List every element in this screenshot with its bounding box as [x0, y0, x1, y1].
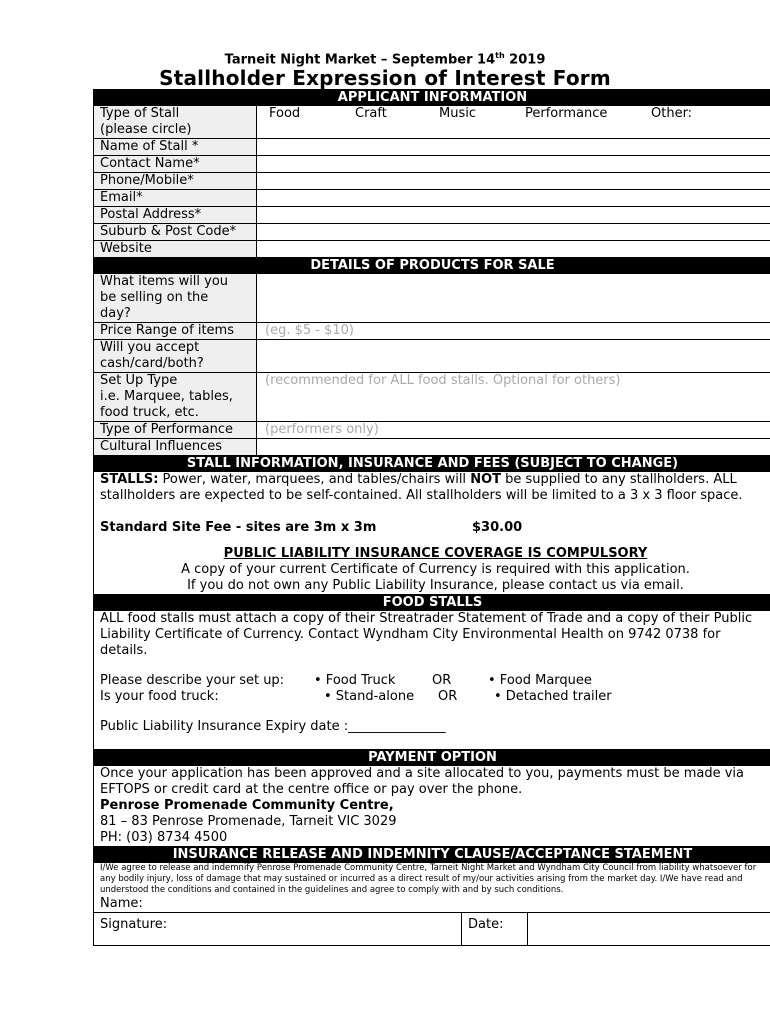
stall-type-row	[94, 106, 770, 139]
field-label: Email*	[94, 190, 257, 206]
field-row	[94, 190, 770, 207]
accept-input[interactable]	[257, 340, 770, 372]
expiry-date[interactable]: Public Liability Insurance Expiry date :_______________	[100, 719, 446, 734]
products-heading: DETAILS OF PRODUCTS FOR SALE	[94, 258, 770, 274]
setup-input[interactable]: (recommended for ALL food stalls. Optional for others)	[265, 373, 621, 388]
release-text: I/We agree to release and indemnify Penrose Promenade Community Centre, Tarneit Night Market and Wyndham City Council from liability whatsoever for any bodily injury, loss of damage that may sustained or incurred as a direct result of my/our activities arising from the market day. I/We have read and understood the conditions and contained in the guidelines and agree to comply with and by such conditions.	[100, 863, 757, 895]
signature-row	[94, 913, 770, 946]
price-input[interactable]: (eg. $5 - $10)	[265, 323, 354, 338]
accept-row	[94, 340, 770, 373]
contact-name-input[interactable]	[257, 156, 770, 172]
option-other[interactable]: Other:	[651, 106, 693, 121]
release-section	[94, 863, 770, 913]
setup-question: Please describe your set up: • Food Truck OR • Food Marquee	[100, 673, 592, 688]
payment-heading: PAYMENT OPTION	[94, 750, 770, 766]
price-label: Price Range of items	[94, 323, 257, 339]
form-table	[93, 89, 770, 946]
payment-section	[94, 766, 770, 847]
release-heading: INSURANCE RELEASE AND INDEMNITY CLAUSE/ACCEPTANCE STAEMENT	[94, 847, 770, 863]
setup-row	[94, 373, 770, 422]
name-label[interactable]: Name:	[100, 896, 143, 911]
performance-label: Type of Performance	[94, 422, 257, 438]
food-truck-option[interactable]: • Food Truck	[314, 673, 396, 688]
food-paragraph: ALL food stalls must attach a copy of their Streatrader Statement of Trade and a copy of their Public Liability Certificate of Currency. Contact Wyndham City Environmental Health on 9742 0738 for details.	[100, 611, 753, 658]
performance-input[interactable]: (performers only)	[265, 422, 379, 437]
performance-row	[94, 422, 770, 439]
detached-trailer-option[interactable]: • Detached trailer	[494, 689, 612, 704]
option-food[interactable]: Food	[269, 106, 301, 121]
items-input[interactable]	[257, 274, 770, 322]
field-label: Phone/Mobile*	[94, 173, 257, 189]
option-performance[interactable]: Performance	[525, 106, 608, 121]
site-fee: Standard Site Fee - sites are 3m x 3m $30.00	[100, 520, 523, 535]
option-craft[interactable]: Craft	[355, 106, 387, 121]
price-row	[94, 323, 770, 340]
signature-field[interactable]: Signature:	[94, 913, 462, 945]
insurance-line-1: A copy of your current Certificate of Currency is required with this application.	[181, 562, 690, 577]
stall-type-options	[257, 106, 770, 138]
setup-label: Set Up Type i.e. Marquee, tables, food truck, etc.	[94, 373, 257, 421]
insurance-heading: PUBLIC LIABILITY INSURANCE COVERAGE IS COMPULSORY	[223, 546, 648, 561]
phone-input[interactable]	[257, 173, 770, 189]
payment-org: Penrose Promenade Community Centre,	[100, 798, 394, 813]
stall-name-input[interactable]	[257, 139, 770, 155]
option-music[interactable]: Music	[439, 106, 476, 121]
field-row	[94, 156, 770, 173]
field-label: Suburb & Post Code*	[94, 224, 257, 240]
items-label: What items will you be selling on the day?	[94, 274, 257, 322]
field-row	[94, 224, 770, 241]
food-marquee-option[interactable]: • Food Marquee	[488, 673, 592, 688]
field-row	[94, 241, 770, 258]
stall-info-section	[94, 472, 770, 595]
website-input[interactable]	[257, 241, 770, 257]
date-label: Date:	[462, 913, 528, 945]
stalls-paragraph: STALLS: Power, water, marquees, and tables/chairs will NOT be supplied to any stallholders. ALL stallholders are expected to be self-contained. All stallholders will be limited to a 3 x 3 floor space.	[100, 472, 743, 503]
insurance-line-2: If you do not own any Public Liability Insurance, please contact us via email.	[187, 578, 684, 593]
applicant-heading: APPLICANT INFORMATION	[94, 90, 770, 106]
payment-paragraph: Once your application has been approved and a site allocated to you, payments must be made via EFTOPS or credit card at the centre office or pay over the phone.	[100, 766, 745, 797]
field-label: Postal Address*	[94, 207, 257, 223]
email-input[interactable]	[257, 190, 770, 206]
field-row	[94, 139, 770, 156]
food-heading: FOOD STALLS	[94, 595, 770, 611]
payment-phone: PH: (03) 8734 4500	[100, 830, 228, 845]
stand-alone-option[interactable]: • Stand-alone	[324, 689, 415, 704]
cultural-input[interactable]	[257, 439, 770, 455]
stall-info-heading: STALL INFORMATION, INSURANCE AND FEES (SUBJECT TO CHANGE)	[94, 456, 770, 472]
field-label: Name of Stall *	[94, 139, 257, 155]
stall-type-label: Type of Stall (please circle)	[94, 106, 257, 138]
event-heading: Tarneit Night Market – September 14th 2019	[224, 51, 546, 68]
form-title: Stallholder Expression of Interest Form	[159, 66, 611, 90]
suburb-postcode-input[interactable]	[257, 224, 770, 240]
field-label: Contact Name*	[94, 156, 257, 172]
field-row	[94, 207, 770, 224]
cultural-row	[94, 439, 770, 456]
truck-question: Is your food truck: • Stand-alone OR • Detached trailer	[100, 689, 612, 704]
field-row	[94, 173, 770, 190]
items-row	[94, 274, 770, 323]
date-input[interactable]	[528, 913, 770, 945]
payment-address: 81 – 83 Penrose Promenade, Tarneit VIC 3029	[100, 814, 397, 829]
cultural-label: Cultural Influences	[94, 439, 257, 455]
food-section	[94, 611, 770, 750]
field-label: Website	[94, 241, 257, 257]
accept-label: Will you accept cash/card/both?	[94, 340, 257, 372]
postal-address-input[interactable]	[257, 207, 770, 223]
